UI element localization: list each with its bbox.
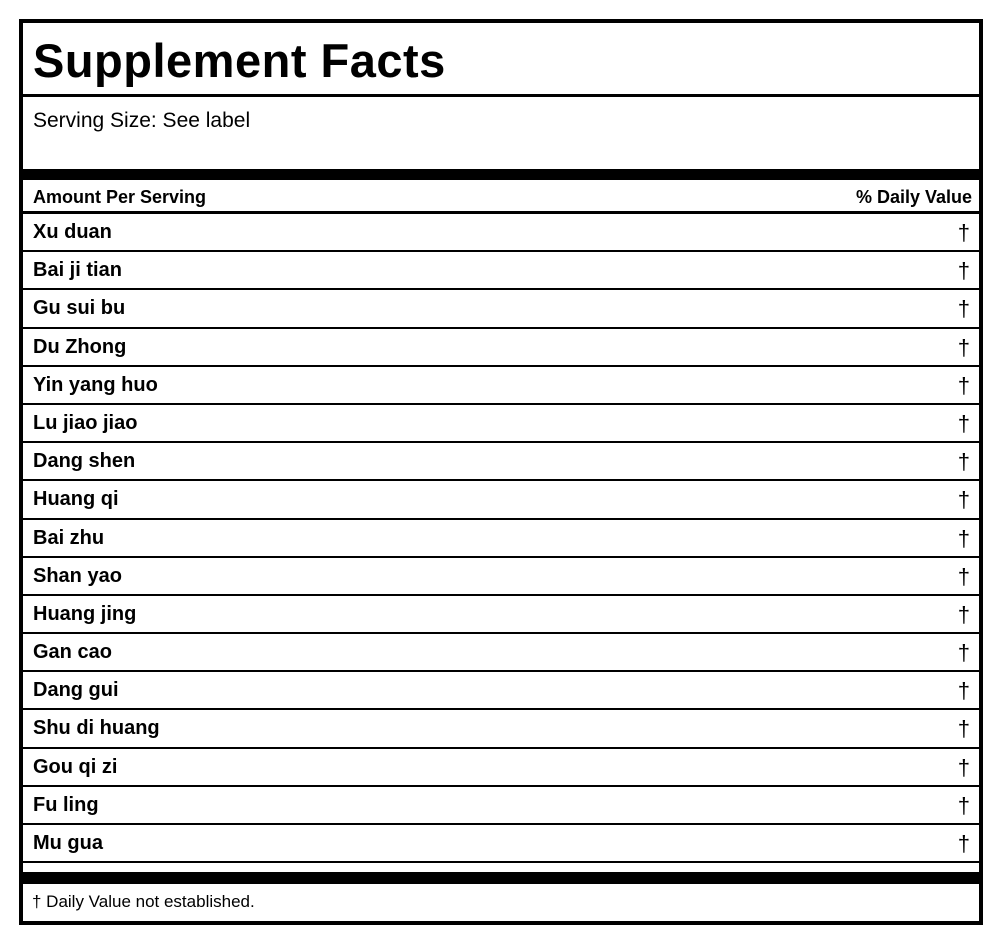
daily-value-dagger: †	[957, 410, 970, 436]
ingredient-name: Bai zhu	[33, 526, 105, 549]
amount-per-serving-header: Amount Per Serving	[33, 187, 207, 207]
daily-value-dagger: †	[957, 258, 970, 284]
ingredient-row	[23, 290, 979, 328]
ingredient-row	[23, 749, 979, 787]
ingredient-name: Gu sui bu	[33, 297, 126, 320]
daily-value-dagger: †	[957, 640, 970, 666]
ingredient-name: Yin yang huo	[33, 373, 158, 396]
daily-value-dagger: †	[957, 487, 970, 513]
thick-divider-top	[23, 169, 979, 180]
thick-divider-bottom	[23, 872, 979, 884]
ingredient-row	[23, 710, 979, 748]
daily-value-dagger: †	[957, 563, 970, 589]
daily-value-header: % Daily Value	[855, 187, 972, 207]
ingredient-row	[23, 481, 979, 519]
footnote-section	[23, 884, 979, 921]
daily-value-dagger: †	[957, 296, 970, 322]
ingredient-row	[23, 252, 979, 290]
ingredient-name: Dang shen	[33, 450, 136, 473]
serving-section	[23, 97, 979, 169]
daily-value-dagger: †	[957, 716, 970, 742]
daily-value-dagger: †	[957, 601, 970, 627]
ingredient-row	[23, 443, 979, 481]
ingredient-name: Dang gui	[33, 679, 119, 702]
ingredient-row	[23, 634, 979, 672]
ingredient-name: Fu ling	[33, 793, 99, 816]
ingredient-name: Shan yao	[33, 564, 122, 587]
daily-value-dagger: †	[957, 449, 970, 475]
ingredient-row	[23, 672, 979, 710]
ingredient-name: Du Zhong	[33, 335, 127, 358]
ingredient-row	[23, 825, 979, 863]
ingredient-name: Huang qi	[33, 488, 119, 511]
daily-value-dagger: †	[957, 372, 970, 398]
panel-title: Supplement Facts	[33, 34, 446, 87]
ingredient-name: Lu jiao jiao	[33, 411, 138, 434]
ingredient-name: Gou qi zi	[33, 755, 118, 778]
ingredient-name: Huang jing	[33, 602, 137, 625]
ingredient-name: Mu gua	[33, 832, 103, 854]
ingredient-name: Shu di huang	[33, 717, 160, 740]
serving-size: Serving Size: See label	[33, 109, 251, 132]
footnote-text: † Daily Value not established.	[32, 892, 255, 911]
ingredient-list	[23, 214, 979, 863]
ingredient-row	[23, 405, 979, 443]
ingredient-name: Xu duan	[33, 221, 112, 243]
supplement-facts-panel	[19, 19, 983, 925]
ingredient-row	[23, 558, 979, 596]
ingredient-row	[23, 214, 979, 252]
ingredient-name: Bai ji tian	[33, 259, 122, 282]
daily-value-dagger: †	[957, 220, 970, 245]
daily-value-dagger: †	[957, 831, 970, 856]
daily-value-dagger: †	[957, 678, 970, 704]
ingredient-row	[23, 787, 979, 825]
ingredient-row	[23, 367, 979, 405]
ingredient-row	[23, 520, 979, 558]
daily-value-dagger: †	[957, 334, 970, 360]
title-section	[23, 23, 979, 97]
ingredient-row	[23, 596, 979, 634]
daily-value-dagger: †	[957, 754, 970, 780]
ingredient-name: Gan cao	[33, 641, 112, 664]
daily-value-dagger: †	[957, 792, 970, 818]
ingredient-row	[23, 329, 979, 367]
daily-value-dagger: †	[957, 525, 970, 551]
column-header-row	[23, 180, 979, 214]
